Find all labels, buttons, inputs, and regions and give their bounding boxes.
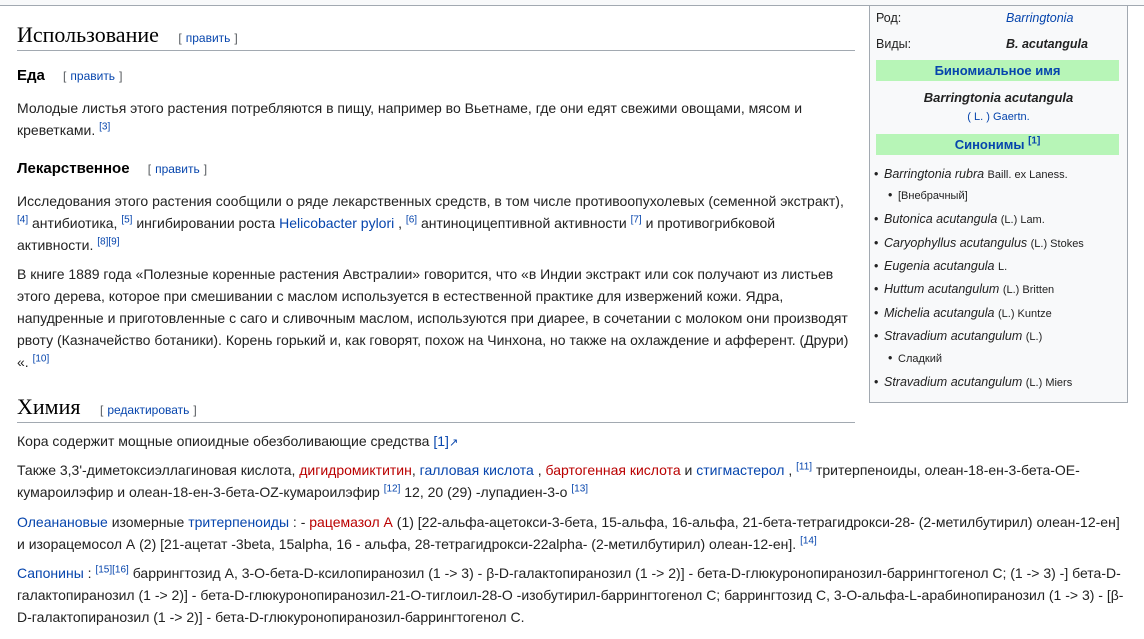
chem-comma-3: , [788, 462, 793, 478]
chem-text-lupadiene: 12, 20 (29) -лупадиен-3-о [404, 484, 568, 500]
synonym-name: Eugenia acutangula [884, 259, 995, 273]
synonym-item [884, 233, 1114, 255]
chem-text-coumaroyl: кумароилэфир и олеан-18-ен-3-бета-OZ-кумароилэфир [17, 484, 380, 500]
synonym-name: Barringtonia rubra [884, 167, 985, 181]
chem-text-colon-2: : [87, 565, 92, 581]
genus-label: Род: [876, 11, 902, 25]
synonym-note-text: Сладкий [898, 353, 942, 365]
chem-paragraph-1 [17, 430, 1132, 454]
synonym-author: L. [998, 261, 1008, 273]
genus-link[interactable]: Barringtonia [1006, 11, 1074, 25]
edit-section-food: [ править ] [63, 69, 123, 83]
quote-line-4: рвоту (Казначейство ботаники). Корень горький и, как говорят, похож на Чинхона, но также на охлаждение и афферент. (Друри) [17, 332, 849, 348]
med-text-activity: активности. [17, 237, 94, 253]
link-stigmasterol[interactable]: стигмастерол [696, 462, 785, 478]
quote-line-1: В книге 1889 года «Полезные коренные растения Австралии» говорится, что «в Индии экстракт или сок получают из листьев [17, 266, 834, 282]
chem-and: и [684, 462, 693, 478]
heading-food-text: Еда [17, 67, 45, 84]
redlink-bartogenic-acid[interactable]: бартогенная кислота [545, 462, 681, 478]
chem-p2-line-2 [17, 481, 1132, 503]
synonym-item [884, 164, 1114, 186]
synonym-item [884, 256, 1114, 278]
med-text-antibiotic: антибиотика, [32, 215, 118, 231]
author-linnaeus-link[interactable]: L. [974, 111, 984, 123]
species-label: Виды: [876, 37, 912, 51]
ref-1-external[interactable]: [1] [433, 433, 449, 449]
paragraph-food [17, 97, 857, 141]
redlink-racemosol-a[interactable]: рацемазол А [309, 514, 393, 530]
food-line-2 [17, 119, 857, 141]
ref-12[interactable]: [12] [383, 483, 401, 495]
chem-comma-2: , [537, 462, 542, 478]
ref-7[interactable]: [7] [630, 214, 642, 226]
heading-medicinal [17, 160, 207, 177]
med-line-1: Исследования этого растения сообщили о ряде лекарственных средств, в том числе противоопухолевых (семенной экстракт), [17, 193, 844, 209]
author-gaertner-link[interactable]: Gaertn. [993, 111, 1030, 123]
ref-6[interactable]: [6] [405, 214, 418, 226]
chem-text-colon: : - [292, 514, 306, 530]
chem-p3-line-2 [17, 533, 1132, 555]
synonym-name: Butonica acutangula [884, 212, 998, 226]
link-triterpenoids[interactable]: тритерпеноиды [188, 514, 290, 530]
link-oleanane[interactable]: Олеанановые [17, 514, 108, 530]
synonym-author: (L.) Lam. [1000, 214, 1045, 226]
heading-chemistry [17, 394, 855, 423]
med-line-2 [17, 212, 857, 234]
edit-link-medicinal[interactable]: править [155, 162, 200, 176]
external-link-icon: ↗ [448, 437, 459, 449]
edit-section-medicinal: [ править ] [147, 162, 208, 176]
synonym-item [884, 326, 1114, 348]
binomial-name: Barringtonia acutangula [923, 90, 1074, 105]
ref-8[interactable]: [8] [97, 236, 109, 248]
chem-p4-line-2: галактопиранозил (1 -> 2)] - бета-D-глюкуронопиранозил-21-О-тиглоил-28-О -изобутирил-баррингтогенол С; баррингтозид С, 3-О-альфа-L-арабинопиранозил (1 -> 3) - [β- [17, 587, 1124, 603]
quote-line-5 [17, 351, 857, 373]
synonym-name: Stravadium acutangulum [884, 329, 1023, 343]
synonym-author: (L.) Stokes [1030, 238, 1084, 250]
synonym-name: Michelia acutangula [884, 306, 995, 320]
synonym-item [884, 209, 1114, 231]
quote-line-2: этого дерева, которое при смешивании с маслом используется в естественной практике для извержений кожи. Ядра, [17, 288, 784, 304]
synonym-name: Caryophyllus acutangulus [884, 236, 1028, 250]
chem-paragraph-4 [17, 562, 1132, 628]
edit-link-food[interactable]: править [70, 69, 116, 83]
heading-usage-text: Использование [17, 22, 159, 47]
link-saponins[interactable]: Сапонины [17, 565, 84, 581]
chem-text-barringtoside-a: баррингтозид А, 3-О-бета-D-ксилопиранозил (1 -> 3) - β-D-галактопиранозил (1 -> 2)] - бета-D-глюкуронопиранозил-баррингтогенол С; (1 -> 3) -] бета-D- [132, 565, 1121, 581]
edit-link-chemistry[interactable]: редактировать [107, 403, 190, 417]
chem-comma-1: , [411, 462, 416, 478]
food-line-1: Молодые листья этого растения потребляются в пищу, например во Вьетнаме, где они едят свежими овощами, мясом и [17, 100, 803, 116]
med-text-antifungal: и противогрибковой [645, 215, 776, 231]
synonym-author: Baill. ex Laness. [987, 169, 1068, 181]
redlink-dihydromyricetin[interactable]: дигидромиктитин [299, 462, 412, 478]
author-paren-close: ) [986, 111, 990, 123]
edit-section-chemistry: [ редактировать ] [99, 403, 197, 417]
ref-13[interactable]: [13] [571, 483, 589, 495]
chem-text-isoracemosol: и изорацемосол А (2) [21-ацетат -3beta, 15alpha, 16 - альфа, 28-тетрагидрокси-22alpha- (2-метилбутирил) олеан-12-ен]. [17, 536, 797, 552]
edit-section-usage: [ править ] [178, 31, 238, 45]
link-helicobacter[interactable]: Helicobacter pylori [279, 215, 395, 231]
ref-15[interactable]: [15] [95, 564, 113, 576]
paragraph-medicinal [17, 190, 857, 256]
synonym-author: (L.) Kuntze [997, 308, 1052, 320]
med-text-comma: , [398, 215, 403, 231]
heading-chemistry-text: Химия [17, 394, 81, 419]
synonym-name: Huttum acutangulum [884, 282, 1000, 296]
med-text-inhibition: ингибировании роста [136, 215, 276, 231]
synonyms-header-text[interactable]: Синонимы [954, 137, 1025, 152]
chem-text-dimethoxy: Также 3,3'-диметоксиэллагиновая кислота, [17, 462, 296, 478]
chem-text-1: Кора содержит мощные опиоидные обезболивающие средства [17, 433, 430, 449]
ref-3[interactable]: [3] [99, 121, 111, 133]
species-value: B. acutangula [1006, 37, 1088, 51]
paragraph-quote [17, 263, 857, 373]
chem-paragraph-3 [17, 511, 1132, 555]
heading-medicinal-text: Лекарственное [17, 160, 130, 177]
synonym-note [898, 348, 1128, 370]
heading-food [17, 67, 122, 84]
synonym-note-text: [Внебрачный] [898, 190, 968, 202]
synonym-name: Stravadium acutangulum [884, 375, 1023, 389]
synonym-item [884, 279, 1114, 301]
chem-p4-line-1 [17, 562, 1132, 584]
quote-end: «. [17, 354, 29, 370]
binomial-authority [876, 111, 1121, 123]
ref-5[interactable]: [5] [121, 214, 133, 226]
chem-p3-line-1 [17, 511, 1132, 533]
synonym-note [898, 185, 1128, 207]
heading-usage [17, 22, 855, 51]
synonym-author: (L.) Miers [1025, 377, 1073, 389]
synonym-author: (L.) [1025, 331, 1043, 343]
ref-10[interactable]: [10] [32, 353, 50, 365]
chem-paragraph-2 [17, 459, 1132, 503]
chem-p2-line-1 [17, 459, 1132, 481]
med-line-3 [17, 234, 857, 256]
author-paren-open: ( [967, 111, 971, 123]
ref-9[interactable]: [9] [108, 236, 120, 248]
synonyms-ref[interactable]: [1] [1028, 135, 1041, 147]
ref-4[interactable]: [4] [17, 214, 29, 226]
synonym-author: (L.) Britten [1002, 284, 1055, 296]
chem-text-racemosol-formula: (1) [22-альфа-ацетокси-3-бета, 15-альфа, 16-альфа, 21-бета-тетрагидрокси-28- (2-метилбутирил) олеан-12-ен] [396, 514, 1120, 530]
binomial-header[interactable]: Биномиальное имя [876, 60, 1119, 81]
synonym-item [884, 372, 1114, 394]
chem-text-triterpenoids: тритерпеноиды, олеан-18-ен-3-бета-ОЕ- [815, 462, 1080, 478]
link-gallic-acid[interactable]: галловая кислота [419, 462, 534, 478]
med-text-antinociceptive: антиноцицептивной активности [420, 215, 627, 231]
synonyms-header [876, 134, 1119, 155]
food-line-2-text: креветками. [17, 122, 96, 138]
chem-p4-line-3: D-галактопиранозил (1 -> 2)] - бета-D-глюкуронопиранозил-баррингтогенол С. [17, 609, 525, 625]
edit-link-usage[interactable]: править [185, 31, 231, 45]
ref-11[interactable]: [11] [796, 461, 813, 473]
quote-line-3: напудренные и приготовленные с саго и сливочным маслом, используются при диарее, в сочетании с молоком они производят [17, 310, 848, 326]
taxobox [869, 5, 1128, 403]
chem-text-isomeric: изомерные [111, 514, 185, 530]
synonym-item [884, 303, 1114, 325]
ref-14[interactable]: [14] [800, 535, 817, 547]
ref-16[interactable]: [16] [112, 564, 129, 576]
